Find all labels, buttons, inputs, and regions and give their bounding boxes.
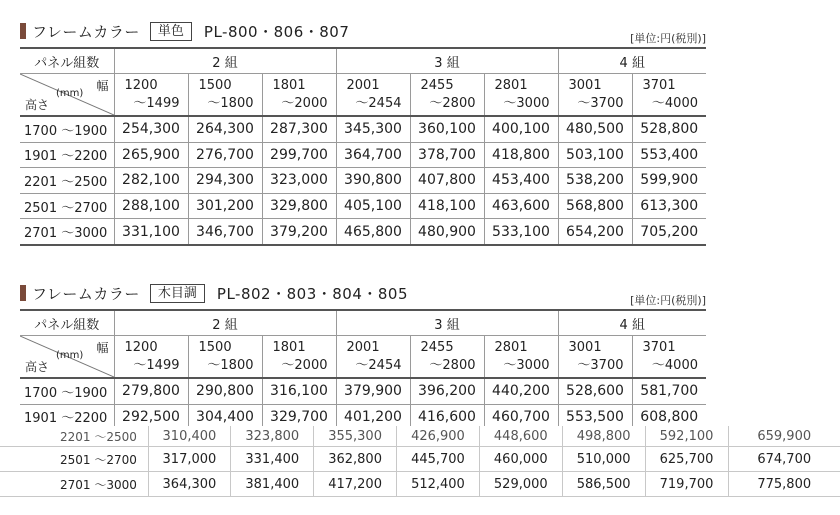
unit-note: [単位:円(税別)] bbox=[630, 32, 706, 45]
price-cell: 538,200 bbox=[558, 168, 632, 194]
price-cell: 360,100 bbox=[410, 116, 484, 142]
group-header: 4 組 bbox=[558, 48, 706, 74]
price-cell: 323,000 bbox=[262, 168, 336, 194]
price-cell: 625,700 bbox=[645, 447, 728, 472]
price-cell: 254,300 bbox=[114, 116, 188, 142]
price-cell: 528,800 bbox=[632, 116, 706, 142]
width-label: 幅 bbox=[96, 341, 109, 355]
panel-count-label: パネル組数 bbox=[20, 48, 114, 74]
section-title: フレームカラー bbox=[32, 22, 140, 41]
group-header: 2 組 bbox=[114, 48, 336, 74]
title-marker bbox=[20, 23, 26, 39]
price-cell: 301,200 bbox=[188, 193, 262, 219]
height-range-label: 1901 ～2200 bbox=[20, 142, 114, 168]
price-cell: 299,700 bbox=[262, 142, 336, 168]
table-row bbox=[0, 472, 840, 497]
width-range-header: 3001 ～3700 bbox=[558, 336, 632, 379]
price-cell: 290,800 bbox=[188, 378, 262, 404]
table-row bbox=[20, 116, 706, 142]
width-range-header: 2801 ～3000 bbox=[484, 336, 558, 379]
height-range-label: 2501 ～2700 bbox=[20, 193, 114, 219]
table-row bbox=[20, 142, 706, 168]
price-cell: 480,900 bbox=[410, 219, 484, 245]
price-cell: 775,800 bbox=[728, 472, 840, 497]
model-numbers: PL-802・803・804・805 bbox=[216, 284, 408, 303]
price-cell: 288,100 bbox=[114, 193, 188, 219]
price-cell: 407,800 bbox=[410, 168, 484, 194]
price-cell: 329,700 bbox=[262, 404, 336, 430]
height-label: 高さ bbox=[25, 98, 50, 112]
width-range-header: 3001 ～3700 bbox=[558, 74, 632, 117]
height-range-label: 2501 ～2700 bbox=[0, 447, 148, 472]
height-range-label: 2201 ～2500 bbox=[20, 168, 114, 194]
price-cell: 381,400 bbox=[231, 472, 314, 497]
price-cell: 719,700 bbox=[645, 472, 728, 497]
width-range-header: 2801 ～3000 bbox=[484, 74, 558, 117]
model-numbers: PL-800・806・807 bbox=[203, 22, 350, 41]
price-cell: 396,200 bbox=[410, 378, 484, 404]
price-cell: 355,300 bbox=[314, 426, 397, 447]
price-cell: 465,800 bbox=[336, 219, 410, 245]
price-section-solid bbox=[0, 0, 840, 252]
price-cell: 401,200 bbox=[336, 404, 410, 430]
price-cell: 390,800 bbox=[336, 168, 410, 194]
price-cell: 453,400 bbox=[484, 168, 558, 194]
group-header: 2 組 bbox=[114, 310, 336, 336]
table-row bbox=[0, 426, 840, 447]
price-table bbox=[20, 309, 706, 431]
price-cell: 265,900 bbox=[114, 142, 188, 168]
price-cell: 528,600 bbox=[558, 378, 632, 404]
price-cell: 592,100 bbox=[645, 426, 728, 447]
unit-label: (mm) bbox=[56, 88, 84, 99]
price-cell: 405,100 bbox=[336, 193, 410, 219]
price-cell: 317,000 bbox=[148, 447, 231, 472]
price-cell: 426,900 bbox=[397, 426, 480, 447]
price-cell: 654,200 bbox=[558, 219, 632, 245]
price-section-woodgrain bbox=[0, 279, 840, 439]
width-range-header: 2001 ～2454 bbox=[336, 74, 410, 117]
width-range-header: 3701 ～4000 bbox=[632, 336, 706, 379]
width-range-header: 3701 ～4000 bbox=[632, 74, 706, 117]
height-range-label: 2701 ～3000 bbox=[0, 472, 148, 497]
table-row bbox=[0, 447, 840, 472]
price-cell: 512,400 bbox=[397, 472, 480, 497]
price-cell: 529,000 bbox=[479, 472, 562, 497]
width-range-header: 1801 ～2000 bbox=[262, 336, 336, 379]
price-cell: 460,000 bbox=[479, 447, 562, 472]
price-cell: 510,000 bbox=[562, 447, 645, 472]
price-cell: 440,200 bbox=[484, 378, 558, 404]
price-table bbox=[20, 47, 706, 246]
price-cell: 346,700 bbox=[188, 219, 262, 245]
overlay-price-table bbox=[0, 426, 840, 497]
price-cell: 331,100 bbox=[114, 219, 188, 245]
height-range-label: 2201 ～2500 bbox=[0, 426, 148, 447]
price-cell: 378,700 bbox=[410, 142, 484, 168]
table-row bbox=[20, 378, 706, 404]
price-cell: 316,100 bbox=[262, 378, 336, 404]
group-header: 4 組 bbox=[558, 310, 706, 336]
height-range-label: 1700 ～1900 bbox=[20, 378, 114, 404]
price-cell: 581,700 bbox=[632, 378, 706, 404]
width-range-header: 1801 ～2000 bbox=[262, 74, 336, 117]
panel-count-label: パネル組数 bbox=[20, 310, 114, 336]
price-cell: 364,300 bbox=[148, 472, 231, 497]
table-row bbox=[20, 168, 706, 194]
price-cell: 586,500 bbox=[562, 472, 645, 497]
height-label: 高さ bbox=[25, 360, 50, 374]
width-range-header: 1200 ～1499 bbox=[114, 336, 188, 379]
price-cell: 659,900 bbox=[728, 426, 840, 447]
price-cell: 613,300 bbox=[632, 193, 706, 219]
price-cell: 379,200 bbox=[262, 219, 336, 245]
section-title-row bbox=[20, 20, 349, 42]
price-cell: 480,500 bbox=[558, 116, 632, 142]
price-cell: 674,700 bbox=[728, 447, 840, 472]
width-range-header: 1500 ～1800 bbox=[188, 74, 262, 117]
price-cell: 264,300 bbox=[188, 116, 262, 142]
title-marker bbox=[20, 285, 26, 301]
unit-note: [単位:円(税別)] bbox=[630, 294, 706, 307]
price-cell: 503,100 bbox=[558, 142, 632, 168]
price-cell: 460,700 bbox=[484, 404, 558, 430]
price-cell: 400,100 bbox=[484, 116, 558, 142]
price-cell: 599,900 bbox=[632, 168, 706, 194]
price-cell: 345,300 bbox=[336, 116, 410, 142]
price-cell: 553,500 bbox=[558, 404, 632, 430]
table-row bbox=[20, 219, 706, 245]
price-cell: 553,400 bbox=[632, 142, 706, 168]
price-cell: 362,800 bbox=[314, 447, 397, 472]
width-label: 幅 bbox=[96, 79, 109, 93]
price-cell: 705,200 bbox=[632, 219, 706, 245]
price-cell: 418,100 bbox=[410, 193, 484, 219]
price-cell: 568,800 bbox=[558, 193, 632, 219]
height-range-label: 1700 ～1900 bbox=[20, 116, 114, 142]
width-range-header: 2455 ～2800 bbox=[410, 74, 484, 117]
price-cell: 364,700 bbox=[336, 142, 410, 168]
table-row bbox=[20, 193, 706, 219]
price-cell: 379,900 bbox=[336, 378, 410, 404]
price-cell: 416,600 bbox=[410, 404, 484, 430]
color-badge: 木目調 bbox=[150, 284, 205, 303]
width-range-header: 1500 ～1800 bbox=[188, 336, 262, 379]
height-range-label: 1901 ～2200 bbox=[20, 404, 114, 430]
corner-header bbox=[20, 336, 114, 379]
price-cell: 304,400 bbox=[188, 404, 262, 430]
color-badge: 単色 bbox=[150, 22, 192, 41]
price-cell: 533,100 bbox=[484, 219, 558, 245]
price-cell: 282,100 bbox=[114, 168, 188, 194]
height-range-label: 2701 ～3000 bbox=[20, 219, 114, 245]
price-cell: 498,800 bbox=[562, 426, 645, 447]
section-title-row bbox=[20, 282, 408, 304]
price-cell: 329,800 bbox=[262, 193, 336, 219]
price-cell: 608,800 bbox=[632, 404, 706, 430]
price-cell: 323,800 bbox=[231, 426, 314, 447]
price-cell: 287,300 bbox=[262, 116, 336, 142]
price-cell: 445,700 bbox=[397, 447, 480, 472]
price-cell: 310,400 bbox=[148, 426, 231, 447]
width-range-header: 2455 ～2800 bbox=[410, 336, 484, 379]
price-cell: 279,800 bbox=[114, 378, 188, 404]
corner-header bbox=[20, 74, 114, 117]
price-cell: 448,600 bbox=[479, 426, 562, 447]
section-title: フレームカラー bbox=[32, 284, 140, 303]
width-range-header: 2001 ～2454 bbox=[336, 336, 410, 379]
price-cell: 463,600 bbox=[484, 193, 558, 219]
group-header: 3 組 bbox=[336, 310, 558, 336]
price-cell: 292,500 bbox=[114, 404, 188, 430]
price-cell: 331,400 bbox=[231, 447, 314, 472]
price-cell: 417,200 bbox=[314, 472, 397, 497]
width-range-header: 1200 ～1499 bbox=[114, 74, 188, 117]
price-cell: 276,700 bbox=[188, 142, 262, 168]
unit-label: (mm) bbox=[56, 350, 84, 361]
price-cell: 418,800 bbox=[484, 142, 558, 168]
group-header: 3 組 bbox=[336, 48, 558, 74]
price-cell: 294,300 bbox=[188, 168, 262, 194]
